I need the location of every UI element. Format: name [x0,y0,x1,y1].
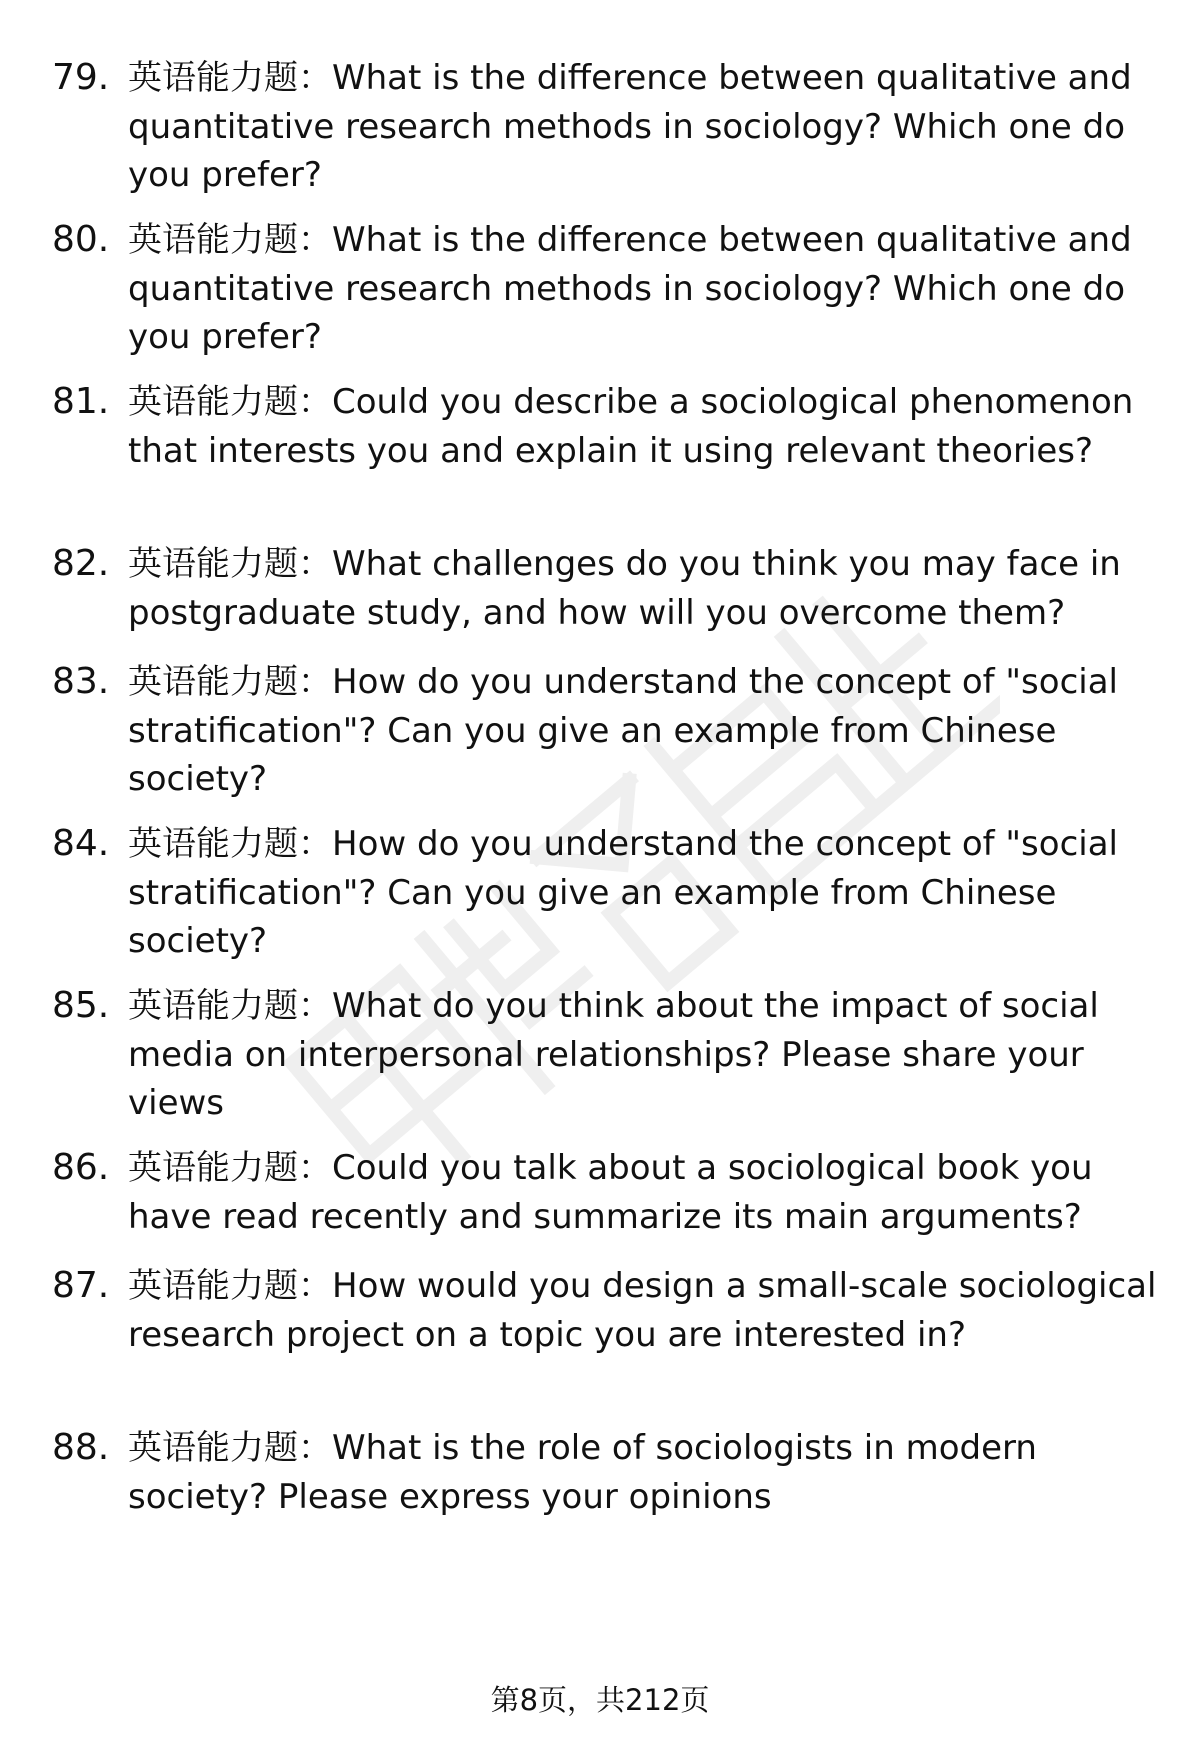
question-text-block [128,820,1158,966]
question-number: 83. [52,661,110,702]
question-prefix: 英语能力题： [128,544,332,584]
question-text: Could you talk about a sociological book you have read recently and summarize its main arguments? [128,1148,1093,1237]
question-number: 85. [52,985,110,1026]
question-text-block [128,54,1158,200]
question-number: 87. [52,1265,110,1306]
question-text-block [128,1424,1158,1521]
question-text-block [128,1262,1158,1359]
question-text: What challenges do you think you may face in postgraduate study, and how will you overcome them? [128,544,1121,633]
question-number: 80. [52,219,110,260]
question-text: How do you understand the concept of "social stratification"? Can you give an example from Chinese society? [128,824,1118,961]
question-text-block [128,378,1158,475]
question-number: 79. [52,57,110,98]
question-text: Could you describe a sociological phenomenon that interests you and explain it using relevant theories? [128,382,1134,471]
question-text: What is the difference between qualitative and quantitative research methods in sociology? Which one do you prefer? [128,220,1132,357]
question-number: 82. [52,543,110,584]
question-prefix: 英语能力题： [128,1148,332,1188]
question-prefix: 英语能力题： [128,824,332,864]
question-prefix: 英语能力题： [128,1266,332,1306]
question-number: 81. [52,381,110,422]
question-text-block [128,658,1158,804]
question-text: What do you think about the impact of social media on interpersonal relationships? Please share your views [128,986,1099,1123]
question-prefix: 英语能力题： [128,1428,332,1468]
question-prefix: 英语能力题： [128,220,332,260]
question-number: 86. [52,1147,110,1188]
question-text-block [128,1144,1158,1241]
question-text: What is the role of sociologists in modern society? Please express your opinions [128,1428,1037,1517]
question-text-block [128,216,1158,362]
question-prefix: 英语能力题： [128,662,332,702]
question-prefix: 英语能力题： [128,58,332,98]
question-number: 88. [52,1427,110,1468]
question-text-block [128,540,1158,637]
question-text-block [128,982,1158,1128]
question-prefix: 英语能力题： [128,382,332,422]
question-text: What is the difference between qualitative and quantitative research methods in sociology? Which one do you prefer? [128,58,1132,195]
question-number: 84. [52,823,110,864]
question-text: How do you understand the concept of "social stratification"? Can you give an example from Chinese society? [128,662,1118,799]
question-prefix: 英语能力题： [128,986,332,1026]
question-text: How would you design a small-scale sociological research project on a topic you are interested in? [128,1266,1157,1355]
page-number-footer: 第8页，共212页 [490,1683,710,1717]
